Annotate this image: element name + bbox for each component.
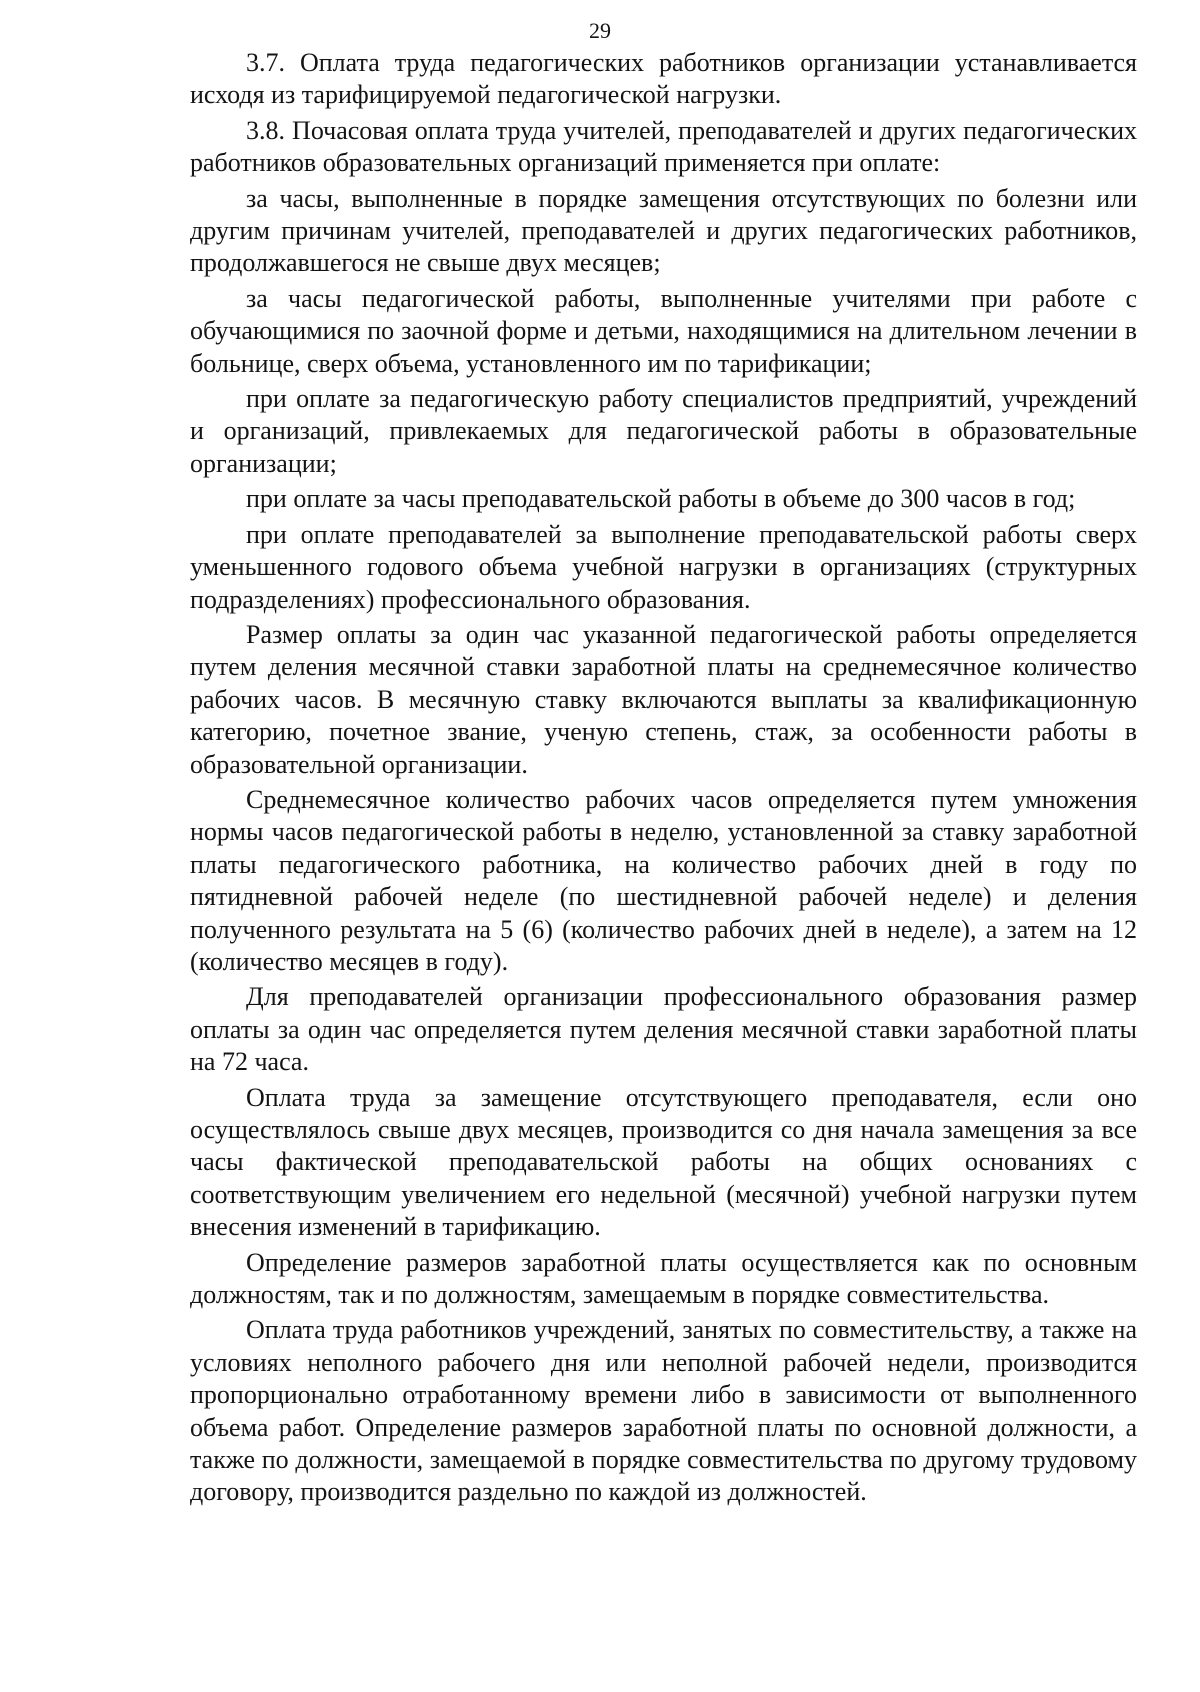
list-item-correspondence-teaching: за часы педагогической работы, выполненные учителями при работе с обучающимися по заочной форме и детьми, находящимися на длительном лечении в больнице, сверх объема, установленного им по тарификации; [190, 283, 1137, 378]
paragraph-3-7: 3.7. Оплата труда педагогических работников организации устанавливается исходя из тарифицируемой педагогической нагрузки. [190, 48, 1137, 110]
paragraph-hourly-rate: Размер оплаты за один час указанной педагогической работы определяется путем деления месячной ставки заработной платы на среднемесячное количество рабочих часов. В месячную ставку включаются выплаты за квалификационную категорию, почетное звание, ученую степень, стаж, за особенности работы в образовательной организации. [190, 619, 1137, 779]
list-item-substitution-hours: за часы, выполненные в порядке замещения отсутствующих по болезни или другим причинам учителей, преподавателей и других педагогических работников, продолжавшегося не свыше двух месяцев; [190, 183, 1137, 278]
page-number: 29 [589, 18, 611, 43]
paragraph-vocational-teachers: Для преподавателей организации профессионального образования размер оплаты за один час определяется путем деления месячной ставки заработной платы на 72 часа. [190, 982, 1137, 1077]
list-item-300-hours: при оплате за часы преподавательской работы в объеме до 300 часов в год; [246, 484, 1076, 514]
list-item-external-specialists: при оплате за педагогическую работу специалистов предприятий, учреждений и организаций, привлекаемых для педагогической работы в образовательные организации; [190, 384, 1137, 478]
list-item-reduced-load: при оплате преподавателей за выполнение преподавательской работы сверх уменьшенного годового объема учебной нагрузки в организациях (структурных подразделениях) профессионального образования. [190, 519, 1137, 614]
document-body [190, 47, 1137, 1512]
paragraph-substitution-pay: Оплата труда за замещение отсутствующего преподавателя, если оно осуществлялось свыше двух месяцев, производится со дня начала замещения за все часы фактической преподавательской работы на общих основаниях с соответствующим увеличением его недельной (месячной) учебной нагрузки путем внесения изменений в тарификацию. [190, 1082, 1137, 1242]
paragraph-salary-determination: Определение размеров заработной платы осуществляется как по основным должностям, так и по должностям, замещаемым в порядке совместительства. [190, 1247, 1137, 1310]
paragraph-part-time-pay: Оплата труда работников учреждений, занятых по совместительству, а также на условиях неполного рабочего дня или неполной рабочей недели, производится пропорционально отработанному времени либо в зависимости от выполненного объема работ. Определение размеров заработной платы по основной должности, а также по должности, замещаемой в порядке совместительства по другому трудовому договору, производится раздельно по каждой из должностей. [190, 1315, 1137, 1507]
paragraph-average-hours: Среднемесячное количество рабочих часов определяется путем умножения нормы часов педагогической работы в неделю, установленной за ставку заработной платы педагогического работника, на количество рабочих дней в году по пятидневной рабочей неделе (по шестидневной рабочей неделе) и деления полученного результата на 5 (6) (количество рабочих дней в неделе), а затем на 12 (количество месяцев в году). [190, 784, 1137, 976]
paragraph-3-8: 3.8. Почасовая оплата труда учителей, преподавателей и других педагогических работников образовательных организаций применяется при оплате: [190, 115, 1137, 178]
